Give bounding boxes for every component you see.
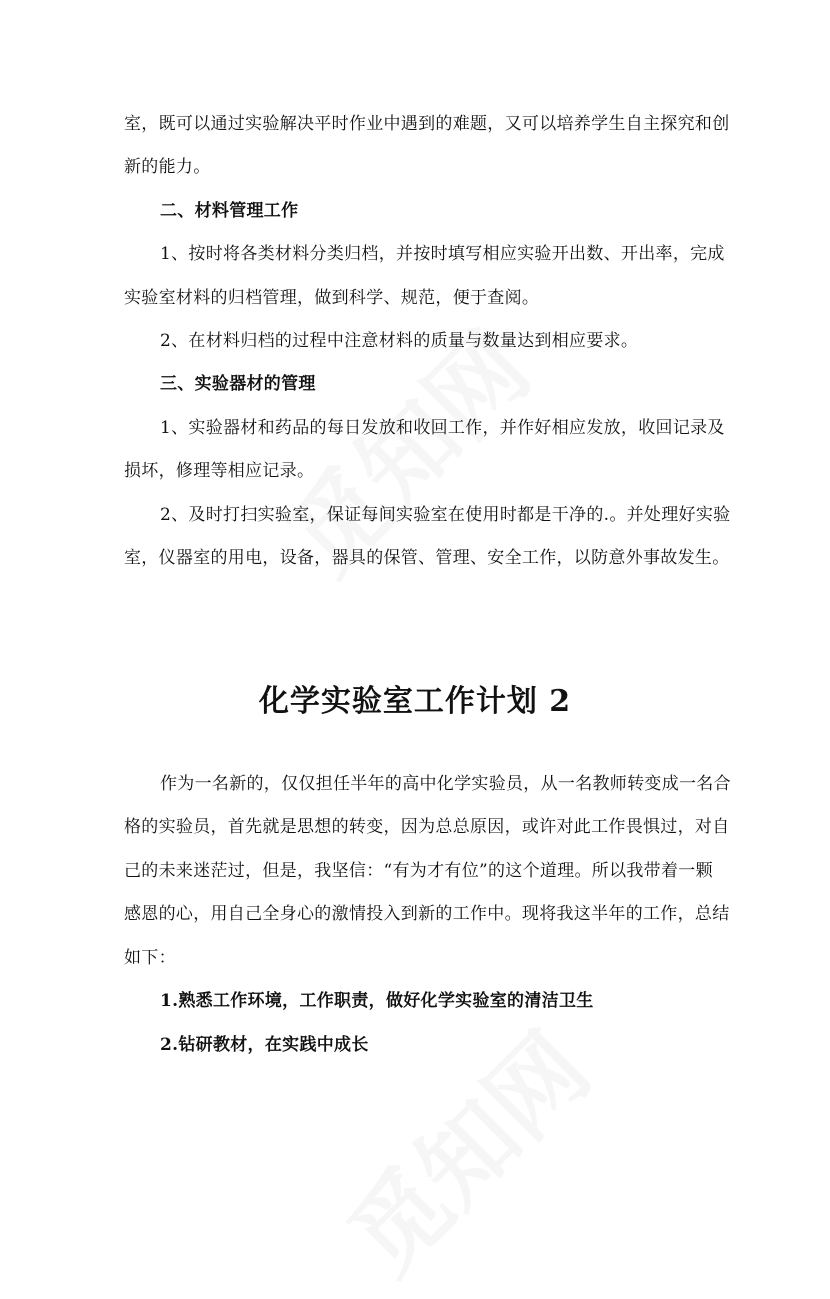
section-heading-equipment: 三、实验器材的管理 [160,374,316,394]
paragraph-line: 实验室材料的归档管理，做到科学、规范，便于查阅。 [124,288,540,308]
paragraph-line: 1、按时将各类材料分类归档，并按时填写相应实验开出数、开出率，完成 [160,244,725,264]
document-title: 化学实验室工作计划 2 [258,684,572,719]
paragraph-line: 如下： [124,948,176,968]
paragraph-line: 格的实验员，首先就是思想的转变，因为总总原因，或许对此工作畏惧过，对自 [124,817,730,837]
paragraph-line: 感恩的心，用自己全身心的激情投入到新的工作中。现将我这半年的工作，总结 [124,904,730,924]
paragraph-line: 作为一名新的，仅仅担任半年的高中化学实验员，从一名教师转变成一名合 [160,774,731,794]
paragraph-line: 2、在材料归档的过程中注意材料的质量与数量达到相应要求。 [160,331,639,351]
paragraph-line: 2、及时打扫实验室，保证每间实验室在使用时都是干净的.。并处理好实验 [160,505,731,525]
paragraph-line: 1、实验器材和药品的每日发放和收回工作，并作好相应发放，收回记录及 [160,418,725,438]
paragraph-line: 新的能力。 [124,157,211,177]
paragraph-line: 室，既可以通过实验解决平时作业中遇到的难题，又可以培养学生自主探究和创 [124,114,730,134]
point-heading-1: 1.熟悉工作环境，工作职责，做好化学实验室的清洁卫生 [160,991,594,1011]
paragraph-line: 损坏，修理等相应记录。 [124,461,315,481]
paragraph-line: 己的未来迷茫过，但是，我坚信：“有为才有位”的这个道理。所以我带着一颗 [124,861,713,881]
paragraph-line: 室，仪器室的用电，设备，器具的保管、管理、安全工作，以防意外事故发生。 [124,548,730,568]
section-heading-materials: 二、材料管理工作 [160,201,299,221]
point-heading-2: 2.钻研教材，在实践中成长 [160,1035,369,1055]
